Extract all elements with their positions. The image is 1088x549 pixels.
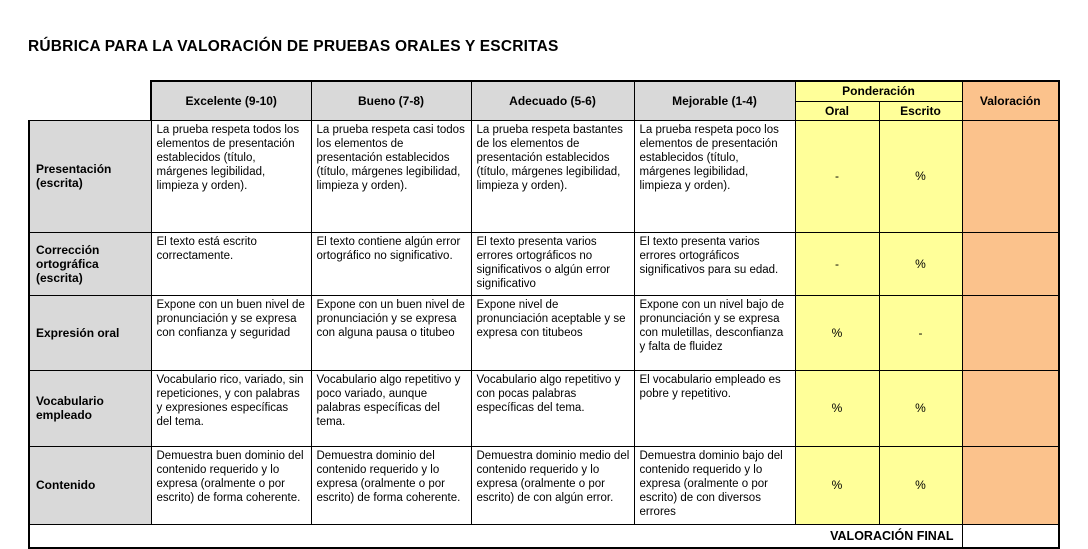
- cell-adecuado: Expone nivel de pronunciación aceptable y se expresa con titubeos: [471, 295, 634, 370]
- column-header-ponderacion: Ponderación: [795, 81, 962, 101]
- table-row: [29, 370, 1059, 446]
- column-header-valoracion: Valoración: [962, 81, 1059, 120]
- cell-ponderacion-escrito: %: [879, 446, 962, 524]
- cell-adecuado: Demuestra dominio medio del contenido requerido y lo expresa (oralmente o por escrito) de con algún error.: [471, 446, 634, 524]
- criterion-label: Presentación (escrita): [29, 120, 151, 232]
- criterion-label: Expresión oral: [29, 295, 151, 370]
- cell-adecuado: Vocabulario algo repetitivo y con pocas palabras específicas del tema.: [471, 370, 634, 446]
- cell-excelente: Expone con un buen nivel de pronunciación y se expresa con confianza y seguridad: [151, 295, 311, 370]
- cell-ponderacion-oral: -: [795, 232, 879, 295]
- cell-valoracion: [962, 370, 1059, 446]
- table-row: [29, 295, 1059, 370]
- cell-mejorable: El texto presenta varios errores ortográficos significativos para su edad.: [634, 232, 795, 295]
- cell-ponderacion-oral: %: [795, 446, 879, 524]
- table-row: [29, 446, 1059, 524]
- column-header-mejorable: Mejorable (1-4): [634, 81, 795, 120]
- cell-ponderacion-escrito: %: [879, 370, 962, 446]
- column-header-adecuado: Adecuado (5-6): [471, 81, 634, 120]
- corner-empty-cell: [29, 81, 151, 120]
- cell-valoracion: [962, 446, 1059, 524]
- cell-mejorable: El vocabulario empleado es pobre y repetitivo.: [634, 370, 795, 446]
- valoracion-final-label: VALORACIÓN FINAL: [29, 524, 962, 548]
- cell-ponderacion-escrito: -: [879, 295, 962, 370]
- valoracion-final-value: [962, 524, 1059, 548]
- cell-excelente: Demuestra buen dominio del contenido requerido y lo expresa (oralmente o por escrito) de forma coherente.: [151, 446, 311, 524]
- criterion-label: Contenido: [29, 446, 151, 524]
- cell-bueno: Vocabulario algo repetitivo y poco variado, aunque palabras específicas del tema.: [311, 370, 471, 446]
- cell-ponderacion-oral: -: [795, 120, 879, 232]
- cell-ponderacion-escrito: %: [879, 232, 962, 295]
- cell-valoracion: [962, 295, 1059, 370]
- cell-ponderacion-oral: %: [795, 370, 879, 446]
- column-header-bueno: Bueno (7-8): [311, 81, 471, 120]
- rubric-table: [28, 80, 1060, 549]
- criterion-label: Corrección ortográfica (escrita): [29, 232, 151, 295]
- cell-mejorable: Demuestra dominio bajo del contenido requerido y lo expresa (oralmente o por escrito) de con diversos errores: [634, 446, 795, 524]
- cell-bueno: La prueba respeta casi todos los elementos de presentación establecidos (título, márgenes legibilidad, limpieza y orden).: [311, 120, 471, 232]
- cell-ponderacion-escrito: %: [879, 120, 962, 232]
- cell-valoracion: [962, 120, 1059, 232]
- page-title: RÚBRICA PARA LA VALORACIÓN DE PRUEBAS ORALES Y ESCRITAS: [28, 38, 559, 55]
- cell-adecuado: La prueba respeta bastantes de los elementos de presentación establecidos (título, márgenes legibilidad, limpieza y orden).: [471, 120, 634, 232]
- cell-excelente: El texto está escrito correctamente.: [151, 232, 311, 295]
- cell-ponderacion-oral: %: [795, 295, 879, 370]
- cell-excelente: Vocabulario rico, variado, sin repeticiones, y con palabras y expresiones específicas del tema.: [151, 370, 311, 446]
- cell-adecuado: El texto presenta varios errores ortográficos no significativos o algún error significativo: [471, 232, 634, 295]
- cell-valoracion: [962, 232, 1059, 295]
- cell-mejorable: Expone con un nivel bajo de pronunciación y se expresa con muletillas, desconfianza y falta de fluidez: [634, 295, 795, 370]
- column-header-escrito: Escrito: [879, 101, 962, 120]
- column-header-oral: Oral: [795, 101, 879, 120]
- cell-bueno: Demuestra dominio del contenido requerido y lo expresa (oralmente o por escrito) de forma coherente.: [311, 446, 471, 524]
- footer-row: [29, 524, 1059, 548]
- criterion-label: Vocabulario empleado: [29, 370, 151, 446]
- header-row: [29, 81, 1059, 101]
- table-row: [29, 232, 1059, 295]
- column-header-excelente: Excelente (9-10): [151, 81, 311, 120]
- cell-mejorable: La prueba respeta poco los elementos de presentación establecidos (título, márgenes legibilidad, limpieza y orden).: [634, 120, 795, 232]
- table-row: [29, 120, 1059, 232]
- cell-bueno: Expone con un buen nivel de pronunciación y se expresa con alguna pausa o titubeo: [311, 295, 471, 370]
- cell-bueno: El texto contiene algún error ortográfico no significativo.: [311, 232, 471, 295]
- cell-excelente: La prueba respeta todos los elementos de presentación establecidos (título, márgenes legibilidad, limpieza y orden).: [151, 120, 311, 232]
